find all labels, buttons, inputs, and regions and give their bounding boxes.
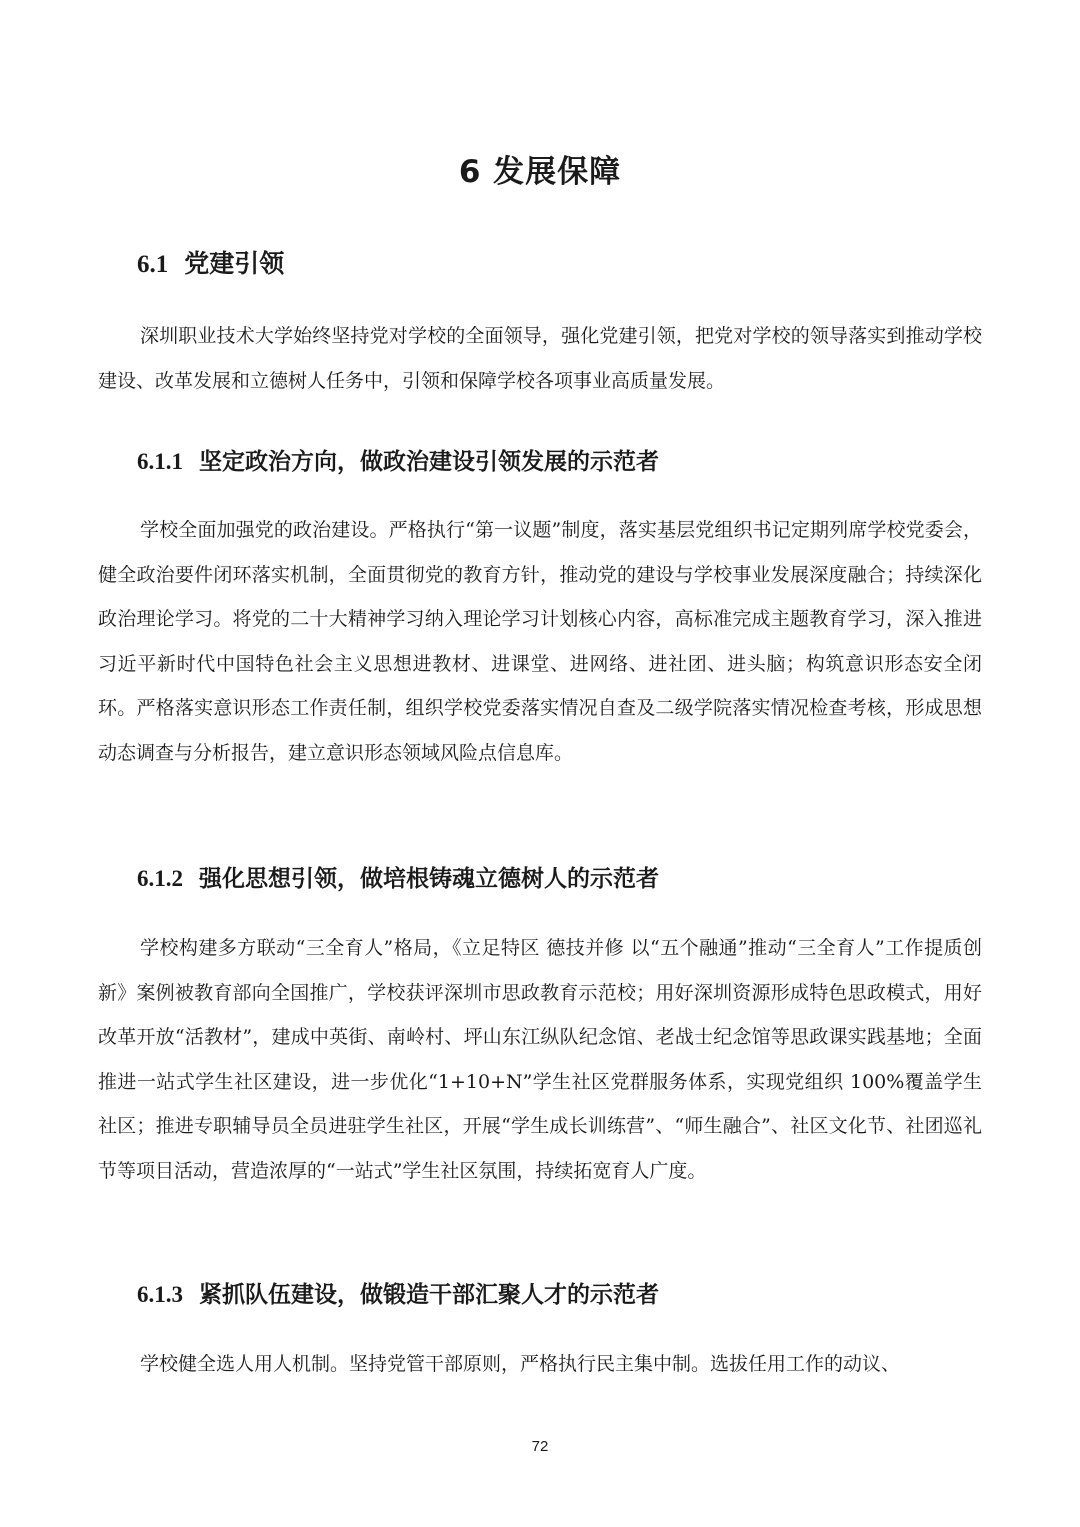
subsection-number: 6.1.1 — [137, 449, 183, 474]
subsection-6-1-2-paragraph: 学校构建多方联动“三全育人”格局，《立足特区 德技并修 以“五个融通”推动“三全育人”工作提质创新》案例被教育部向全国推广，学校获评深圳市思政教育示范校；用好深圳资源形成特色思政模式，用好改革开放“活教材”，建成中英街、南岭村、坪山东江纵队纪念馆、老战士纪念馆等思政课实践基地；全面推进一站式学生社区建设，进一步优化“1+10+N”学生社区党群服务体系，实现党组织 100%覆盖学生社区；推进专职辅导员全员进驻学生社区，开展“学生成长训练营”、“师生融合”、社区文化节、社团巡礼节等项目活动，营造浓厚的“一站式”学生社区氛围，持续拓宽育人广度。 — [98, 937, 982, 1182]
subsection-number: 6.1.2 — [137, 866, 183, 891]
subsection-heading-6-1-1 — [137, 443, 659, 476]
subsection-6-1-1-paragraph: 学校全面加强党的政治建设。严格执行“第一议题”制度，落实基层党组织书记定期列席学校党委会，健全政治要件闭环落实机制，全面贯彻党的教育方针，推动党的建设与学校事业发展深度融合；持续深化政治理论学习。将党的二十大精神学习纳入理论学习计划核心内容，高标准完成主题教育学习，深入推进习近平新时代中国特色社会主义思想进教材、进课堂、进网络、进社团、进头脑；构筑意识形态安全闭环。严格落实意识形态工作责任制，组织学校党委落实情况自查及二级学院落实情况检查考核，形成思想动态调查与分析报告，建立意识形态领域风险点信息库。 — [98, 519, 982, 764]
chapter-title: 6 发展保障 — [458, 154, 622, 190]
subsection-title: 紧抓队伍建设，做锻造干部汇聚人才的示范者 — [199, 1282, 659, 1308]
subsection-number: 6.1.3 — [137, 1282, 183, 1307]
subsection-title: 坚定政治方向，做政治建设引领发展的示范者 — [199, 449, 659, 475]
section-title: 党建引领 — [184, 249, 285, 278]
subsection-6-1-3-paragraph: 学校健全选人用人机制。坚持党管干部原则，严格执行民主集中制。选拔任用工作的动议、 — [140, 1353, 901, 1375]
subsection-heading-6-1-3 — [137, 1276, 659, 1309]
section-heading-6-1 — [137, 244, 284, 280]
subsection-heading-6-1-2 — [137, 860, 659, 893]
page-number: 72 — [531, 1438, 549, 1455]
section-intro-paragraph: 深圳职业技术大学始终坚持党对学校的全面领导，强化党建引领，把党对学校的领导落实到推动学校建设、改革发展和立德树人任务中，引领和保障学校各项事业高质量发展。 — [98, 325, 982, 392]
section-number: 6.1 — [137, 251, 169, 278]
subsection-title: 强化思想引领，做培根铸魂立德树人的示范者 — [199, 866, 659, 892]
